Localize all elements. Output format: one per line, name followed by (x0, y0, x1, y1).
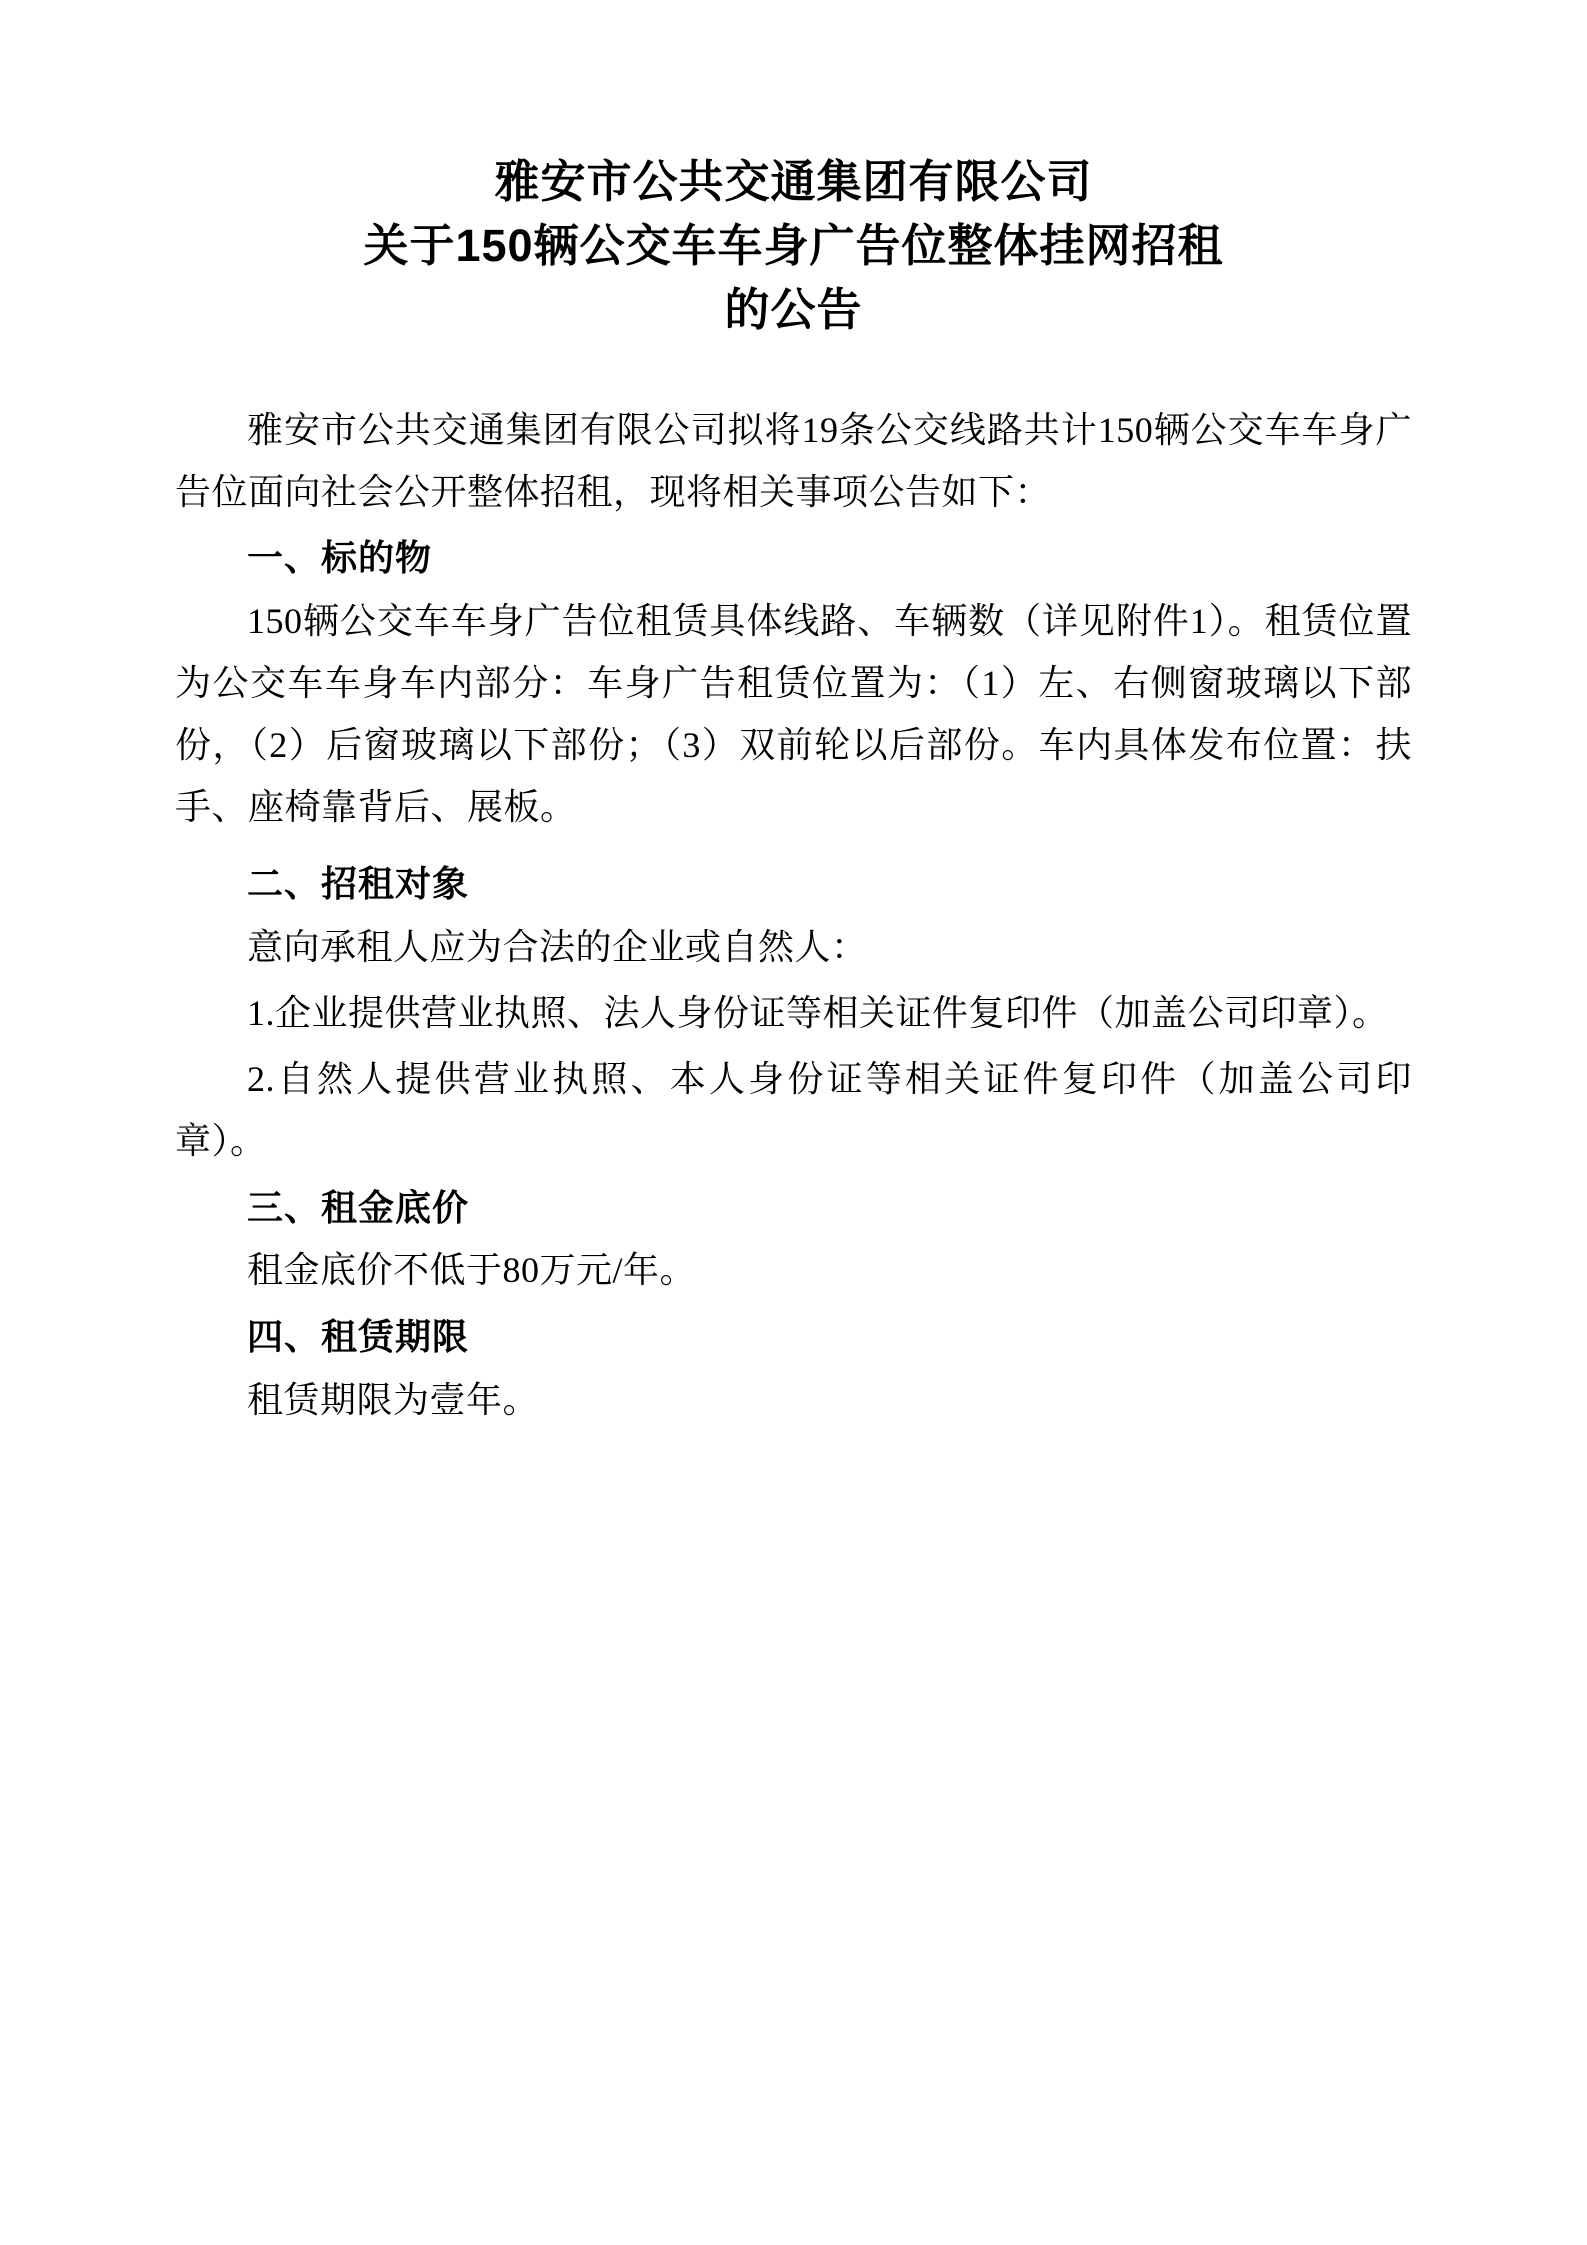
intro-paragraph: 雅安市公共交通集团有限公司拟将19条公交线路共计150辆公交车车身广告位面向社会公开整体招租，现将相关事项公告如下： (175, 409, 1412, 512)
section-2-item-2: 2.自然人提供营业执照、本人身份证等相关证件复印件（加盖公司印章）。 (175, 1058, 1412, 1161)
document-body (175, 400, 1412, 1433)
title-line-3: 的公告 (724, 283, 863, 335)
section-4-paragraph: 租赁期限为壹年。 (247, 1380, 540, 1421)
section-2-paragraph: 意向承租人应为合法的企业或自然人： (247, 926, 868, 967)
page-title (175, 150, 1412, 342)
section-heading-3: 三、租金底价 (247, 1186, 470, 1228)
title-line-1: 雅安市公共交通集团有限公司 (494, 156, 1093, 207)
section-heading-1: 一、标的物 (247, 537, 433, 579)
section-1-paragraph: 150辆公交车车身广告位租赁具体线路、车辆数（详见附件1）。租赁位置为公交车车身车内部分：车身广告租赁位置为：（1）左、右侧窗玻璃以下部份，（2）后窗玻璃以下部份；（3）双前轮以后部份。车内具体发布位置：扶手、座椅靠背后、展板。 (175, 601, 1412, 828)
section-3-paragraph: 租金底价不低于80万元/年。 (247, 1250, 697, 1291)
title-line-2: 关于150辆公交车车身广告位整体挂网招租 (363, 219, 1224, 271)
section-spacer (175, 843, 1412, 853)
section-2-item-1: 1.企业提供营业执照、法人身份证等相关证件复印件（加盖公司印章）。 (247, 992, 1389, 1033)
section-heading-2: 二、招租对象 (247, 863, 470, 905)
section-heading-4: 四、租赁期限 (247, 1316, 470, 1358)
